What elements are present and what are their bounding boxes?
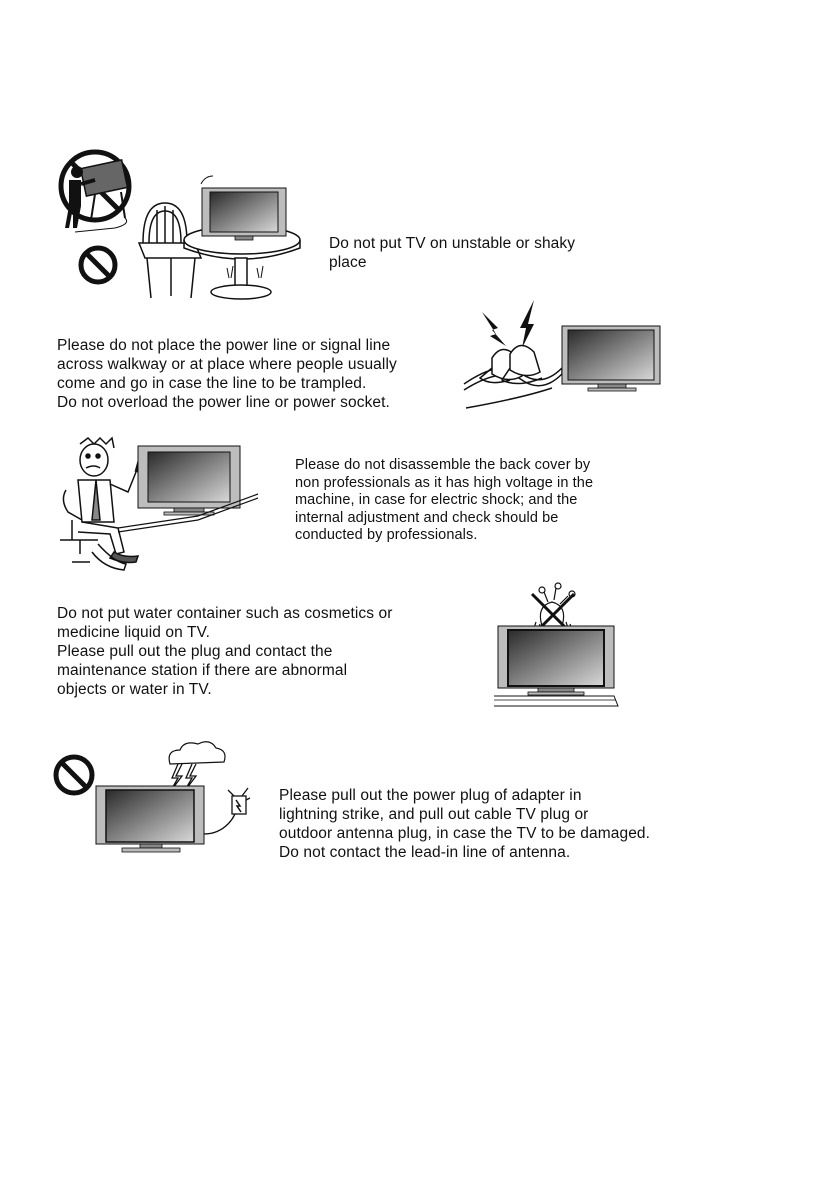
text-line: machine, in case for electric shock; and the [295,492,578,508]
cloud-icon [169,742,225,764]
text-line: Do not put water container such as cosmetics or [57,605,393,622]
water-text [57,604,393,699]
text-line: Please pull out the plug and contact the [57,643,333,660]
trampled-cable-icon [464,345,562,408]
tv-icon [96,786,204,852]
table-tv-icon [184,176,300,299]
text-line: medicine liquid on TV. [57,624,210,641]
technician-icon [60,438,142,570]
text-line: Please do not disassemble the back cover by [295,457,591,473]
text-line: Do not put TV on unstable or shaky [329,235,576,252]
text-line: Do not contact the lead-in line of antenna. [279,844,571,861]
text-line: objects or water in TV. [57,681,212,698]
power-line-illustration [462,298,667,410]
power-line-text [57,336,397,412]
text-line: lightning strike, and pull out cable TV plug or [279,806,589,823]
power-socket-icon [204,788,250,834]
no-sign-icon [56,757,92,793]
lightning-text [279,786,650,862]
back-cover-text [295,457,593,545]
text-line: Please pull out the power plug of adapter in [279,787,582,804]
text-line: Please do not place the power line or signal line [57,337,391,354]
lightning-illustration [52,738,264,856]
vase-icon [534,583,575,630]
text-line: outdoor antenna plug, in case the TV to be damaged. [279,825,651,842]
text-line: maintenance station if there are abnormal [57,662,348,679]
tv-icon [118,446,258,532]
tv-icon [494,626,618,706]
water-illustration [492,582,622,710]
text-line: internal adjustment and check should be [295,509,559,526]
unstable-illustration [55,148,305,303]
text-line: come and go in case the line to be trampled. [57,375,367,392]
text-line: non professionals as it has high voltage in the [295,474,594,491]
lightning-bolt-icon [482,300,534,348]
text-line: conducted by professionals. [295,527,478,543]
no-sign-icon [81,248,115,282]
tv-icon [562,326,660,391]
unstable-text [329,234,575,272]
text-line: across walkway or at place where people usually [57,356,397,373]
text-line: Do not overload the power line or power socket. [57,394,390,411]
prohibition-person-icon [61,152,129,232]
back-cover-illustration [58,432,280,574]
text-line: place [329,254,367,271]
